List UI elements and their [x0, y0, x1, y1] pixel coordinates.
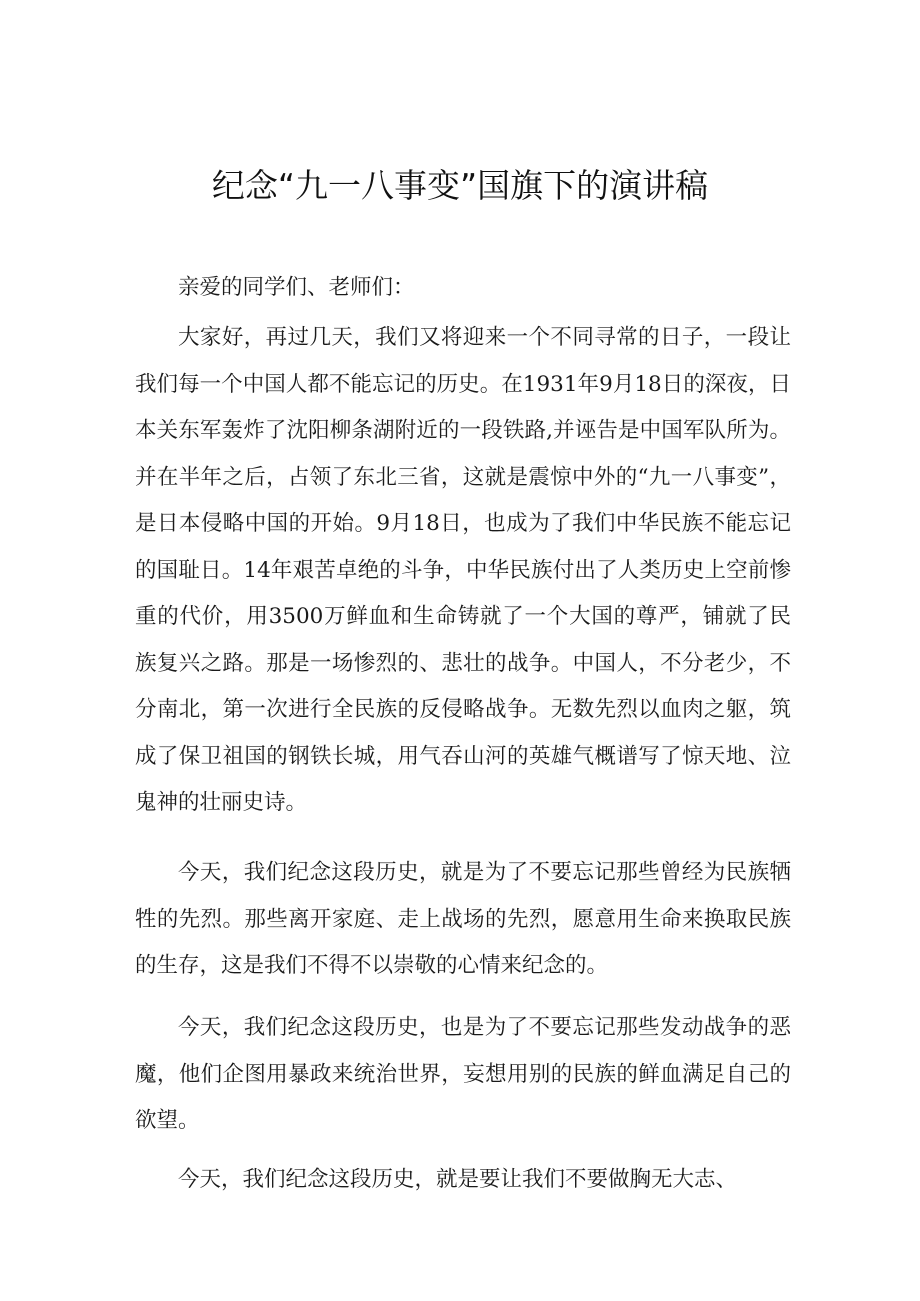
- body-paragraph: 大家好，再过几天，我们又将迎来一个不同寻常的日子，一段让我们每一个中国人都不能忘记的历史。在1931年9月18日的深夜，日本关东军轰炸了沈阳柳条湖附近的一段铁路,并诬告是中国军队所为。并在半年之后，占领了东北三省，这就是震惊中外的“九一八事变”，是日本侵略中国的开始。9月18日，也成为了我们中华民族不能忘记的国耻日。14年艰苦卓绝的斗争，中华民族付出了人类历史上空前惨重的代价，用3500万鲜血和生命铸就了一个大国的尊严，铺就了民族复兴之路。那是一场惨烈的、悲壮的战争。中国人，不分老少，不分南北，第一次进行全民族的反侵略战争。无数先烈以血肉之躯，筑成了保卫祖国的钢铁长城，用气吞山河的英雄气概谱写了惊天地、泣鬼神的壮丽史诗。: [135, 325, 791, 815]
- body-paragraph: 今天，我们纪念这段历史，就是为了不要忘记那些曾经为民族牺牲的先烈。那些离开家庭、走上战场的先烈，愿意用生命来换取民族的生存，这是我们不得不以崇敬的心情来纪念的。: [135, 860, 791, 978]
- body-paragraph: 今天，我们纪念这段历史，也是为了不要忘记那些发动战争的恶魔，他们企图用暴政来统治世界，妄想用别的民族的鲜血满足自己的欲望。: [135, 1015, 791, 1133]
- greeting-line: 亲爱的同学们、老师们：: [178, 275, 415, 300]
- document-title: 纪念“九一八事变”国旗下的演讲稿: [211, 166, 709, 205]
- body-paragraph: 今天，我们纪念这段历史，就是要让我们不要做胸无大志、: [178, 1167, 738, 1192]
